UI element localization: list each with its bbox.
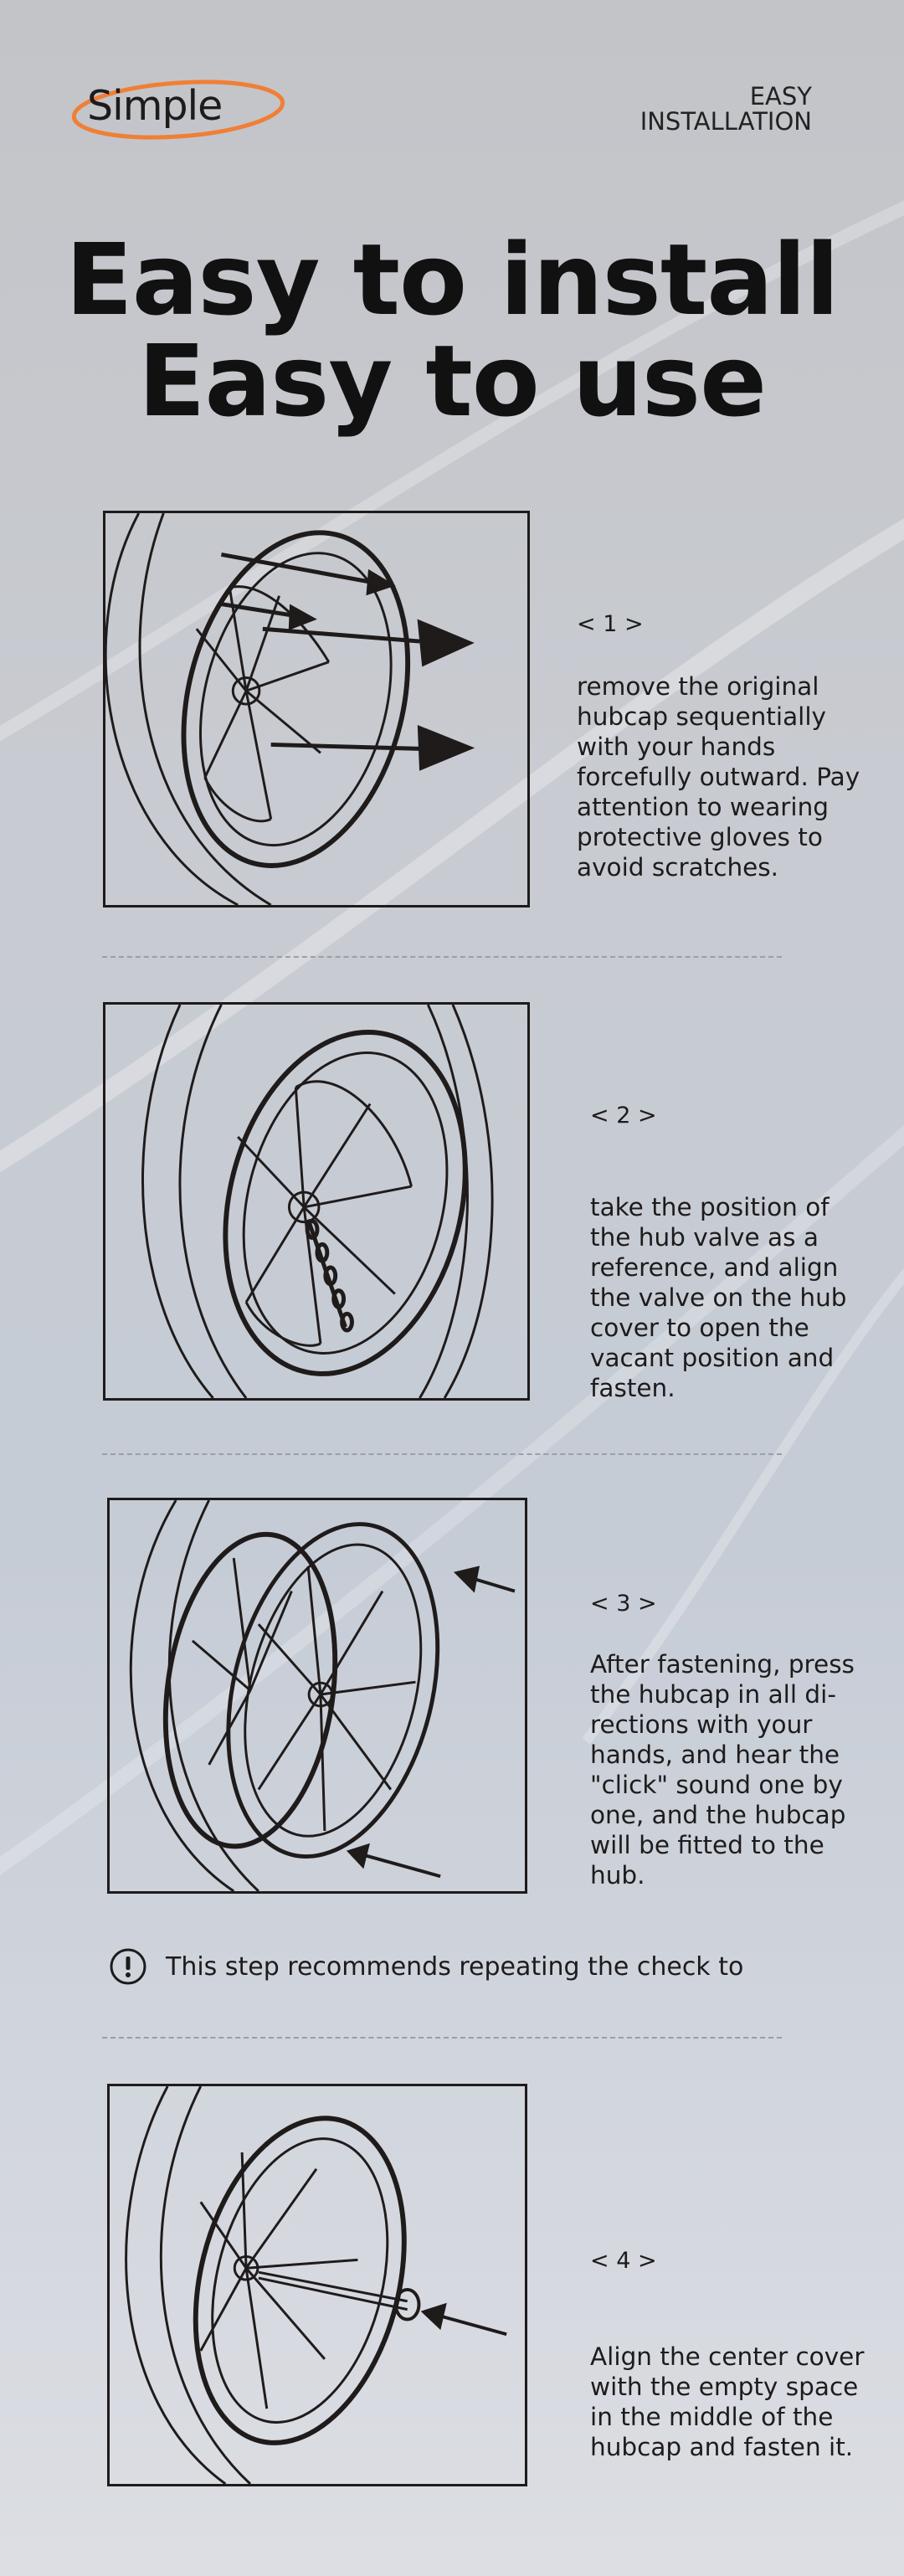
step-2-text: take the position of the hub valve as a reference, and align the valve on the hub cover to open the vacant position and fasten. [590, 1193, 847, 1402]
headline-line-1: Easy to install [65, 222, 839, 337]
step-3-illustration [107, 1498, 527, 1894]
brand-logo [69, 77, 288, 142]
easy-installation-tag [640, 84, 812, 134]
tag-line-2: INSTALLATION [639, 107, 812, 136]
divider-3 [102, 2037, 782, 2039]
step-1-illustration [103, 511, 530, 908]
step-1-text: remove the original hubcap sequentially with your hands forcefully outward. Pay attention to wearing protective gloves to avoid scratches. [577, 672, 860, 882]
divider-2 [102, 1453, 782, 1455]
step-4-number: < 4 > [590, 2248, 657, 2274]
step-4-illustration [107, 2084, 527, 2486]
exclamation-icon [109, 1947, 147, 1986]
step-3-text: After fastening, press the hubcap in all di-rections with your hands, and hear the "click" sound one by one, and the hubcap will be fitted to the hub. [590, 1650, 855, 1890]
step-2-illustration [103, 1002, 530, 1401]
note-text: This step recommends repeating the check to [166, 1951, 744, 1982]
brand-name: Simple [87, 82, 223, 130]
step-3-number: < 3 > [590, 1591, 657, 1617]
step-2-number: < 2 > [590, 1103, 657, 1129]
step-4-text: Align the center cover with the empty space in the middle of the hubcap and fasten it. [590, 2342, 865, 2461]
tag-line-1: EASY [749, 82, 812, 111]
headline-line-2: Easy to use [137, 323, 767, 439]
divider-1 [102, 956, 782, 958]
step-1-number: < 1 > [577, 611, 644, 637]
repeat-check-note [109, 1947, 743, 1986]
